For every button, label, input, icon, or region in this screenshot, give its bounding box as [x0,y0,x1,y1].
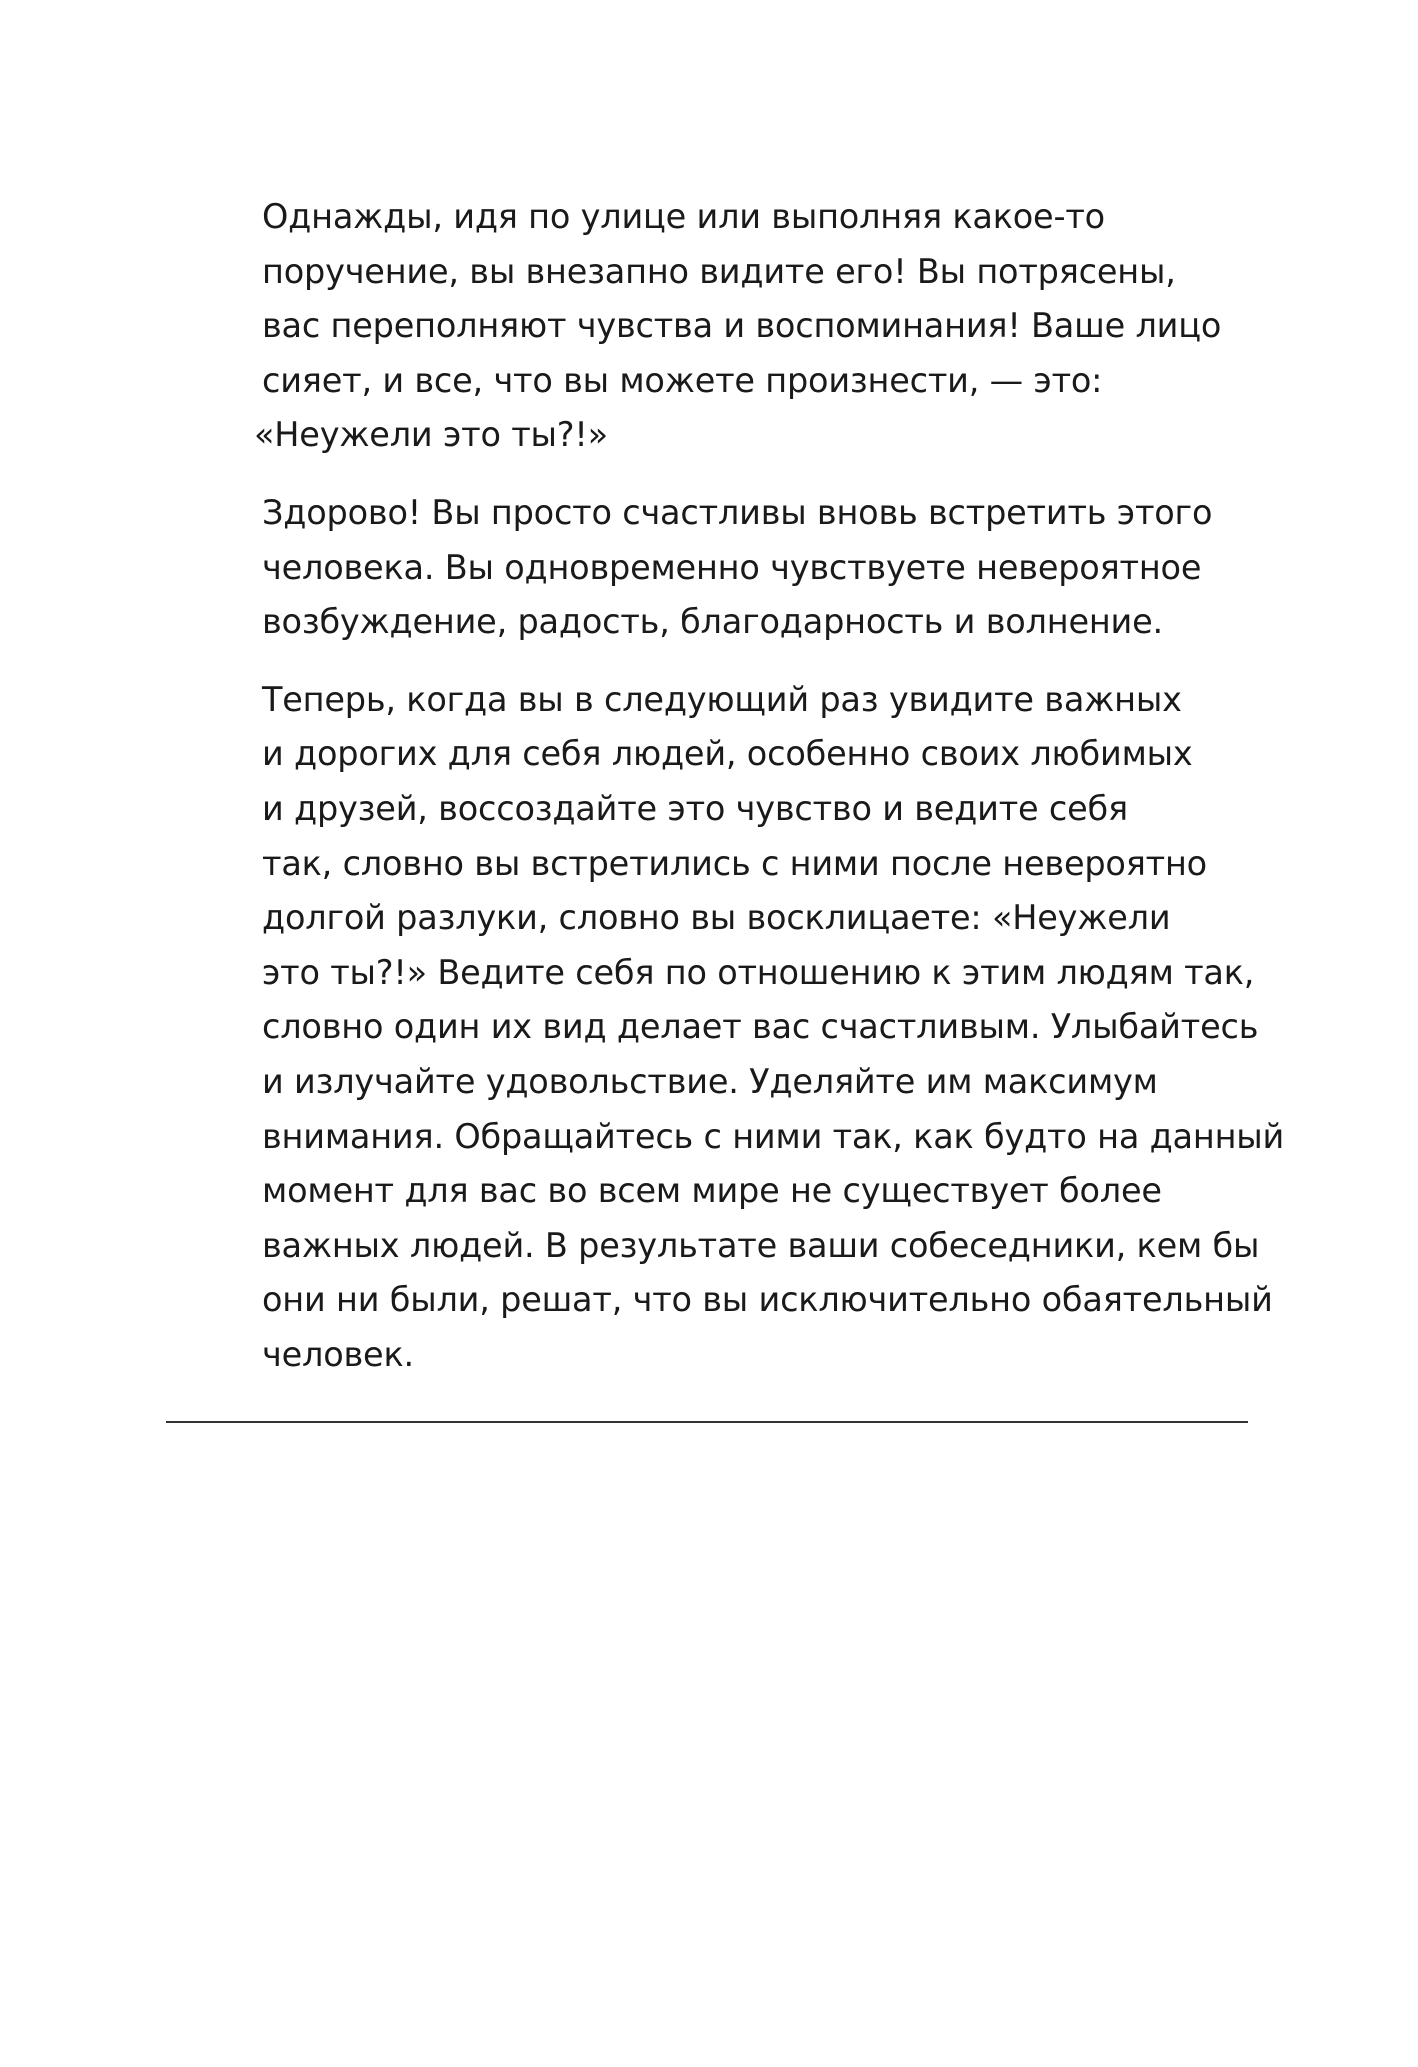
paragraph-1 [254,190,1262,463]
text-line: «Неужели это ты?!» [254,415,608,455]
text-line: они ни были, решат, что вы исключительно обаятельный [262,1280,1273,1320]
text-line: человека. Вы одновременно чувствуете невероятное [262,547,1202,587]
text-line: долгой разлуки, словно вы восклицаете: «Неужели [262,898,1171,938]
text-line: Здорово! Вы просто счастливы вновь встретить этого [262,492,1213,532]
text-line: человек. [262,1334,414,1374]
horizontal-divider [166,1421,1248,1423]
paragraph-2 [262,486,1262,650]
text-line: Теперь, когда вы в следующий раз увидите важных [262,679,1182,719]
text-line: момент для вас во всем мире не существует более [262,1171,1162,1211]
text-line: важных людей. В результате ваши собеседники, кем бы [262,1225,1260,1265]
text-line: внимания. Обращайтесь с ними так, как будто на данный [262,1116,1285,1156]
text-line: и друзей, воссоздайте это чувство и ведите себя [262,788,1128,828]
text-line: и дорогих для себя людей, особенно своих любимых [262,734,1193,774]
paragraph-3 [262,673,1285,1383]
text-line: словно один их вид делает вас счастливым. Улыбайтесь [262,1007,1259,1047]
text-line: так, словно вы встретились с ними после невероятно [262,843,1207,883]
text-line: возбуждение, радость, благодарность и волнение. [262,602,1163,642]
text-line: и излучайте удовольствие. Уделяйте им максимум [262,1061,1158,1101]
text-line: Однажды, идя по улице или выполняя какое-то [262,197,1105,236]
text-line: поручение, вы внезапно видите его! Вы потрясены, [262,251,1176,291]
text-line: сияет, и все, что вы можете произнести, — это: [262,360,1103,400]
body-text [254,190,1285,1405]
text-line: это ты?!» Ведите себя по отношению к этим людям так, [262,952,1255,992]
text-line: вас переполняют чувства и воспоминания! Ваше лицо [262,306,1222,346]
